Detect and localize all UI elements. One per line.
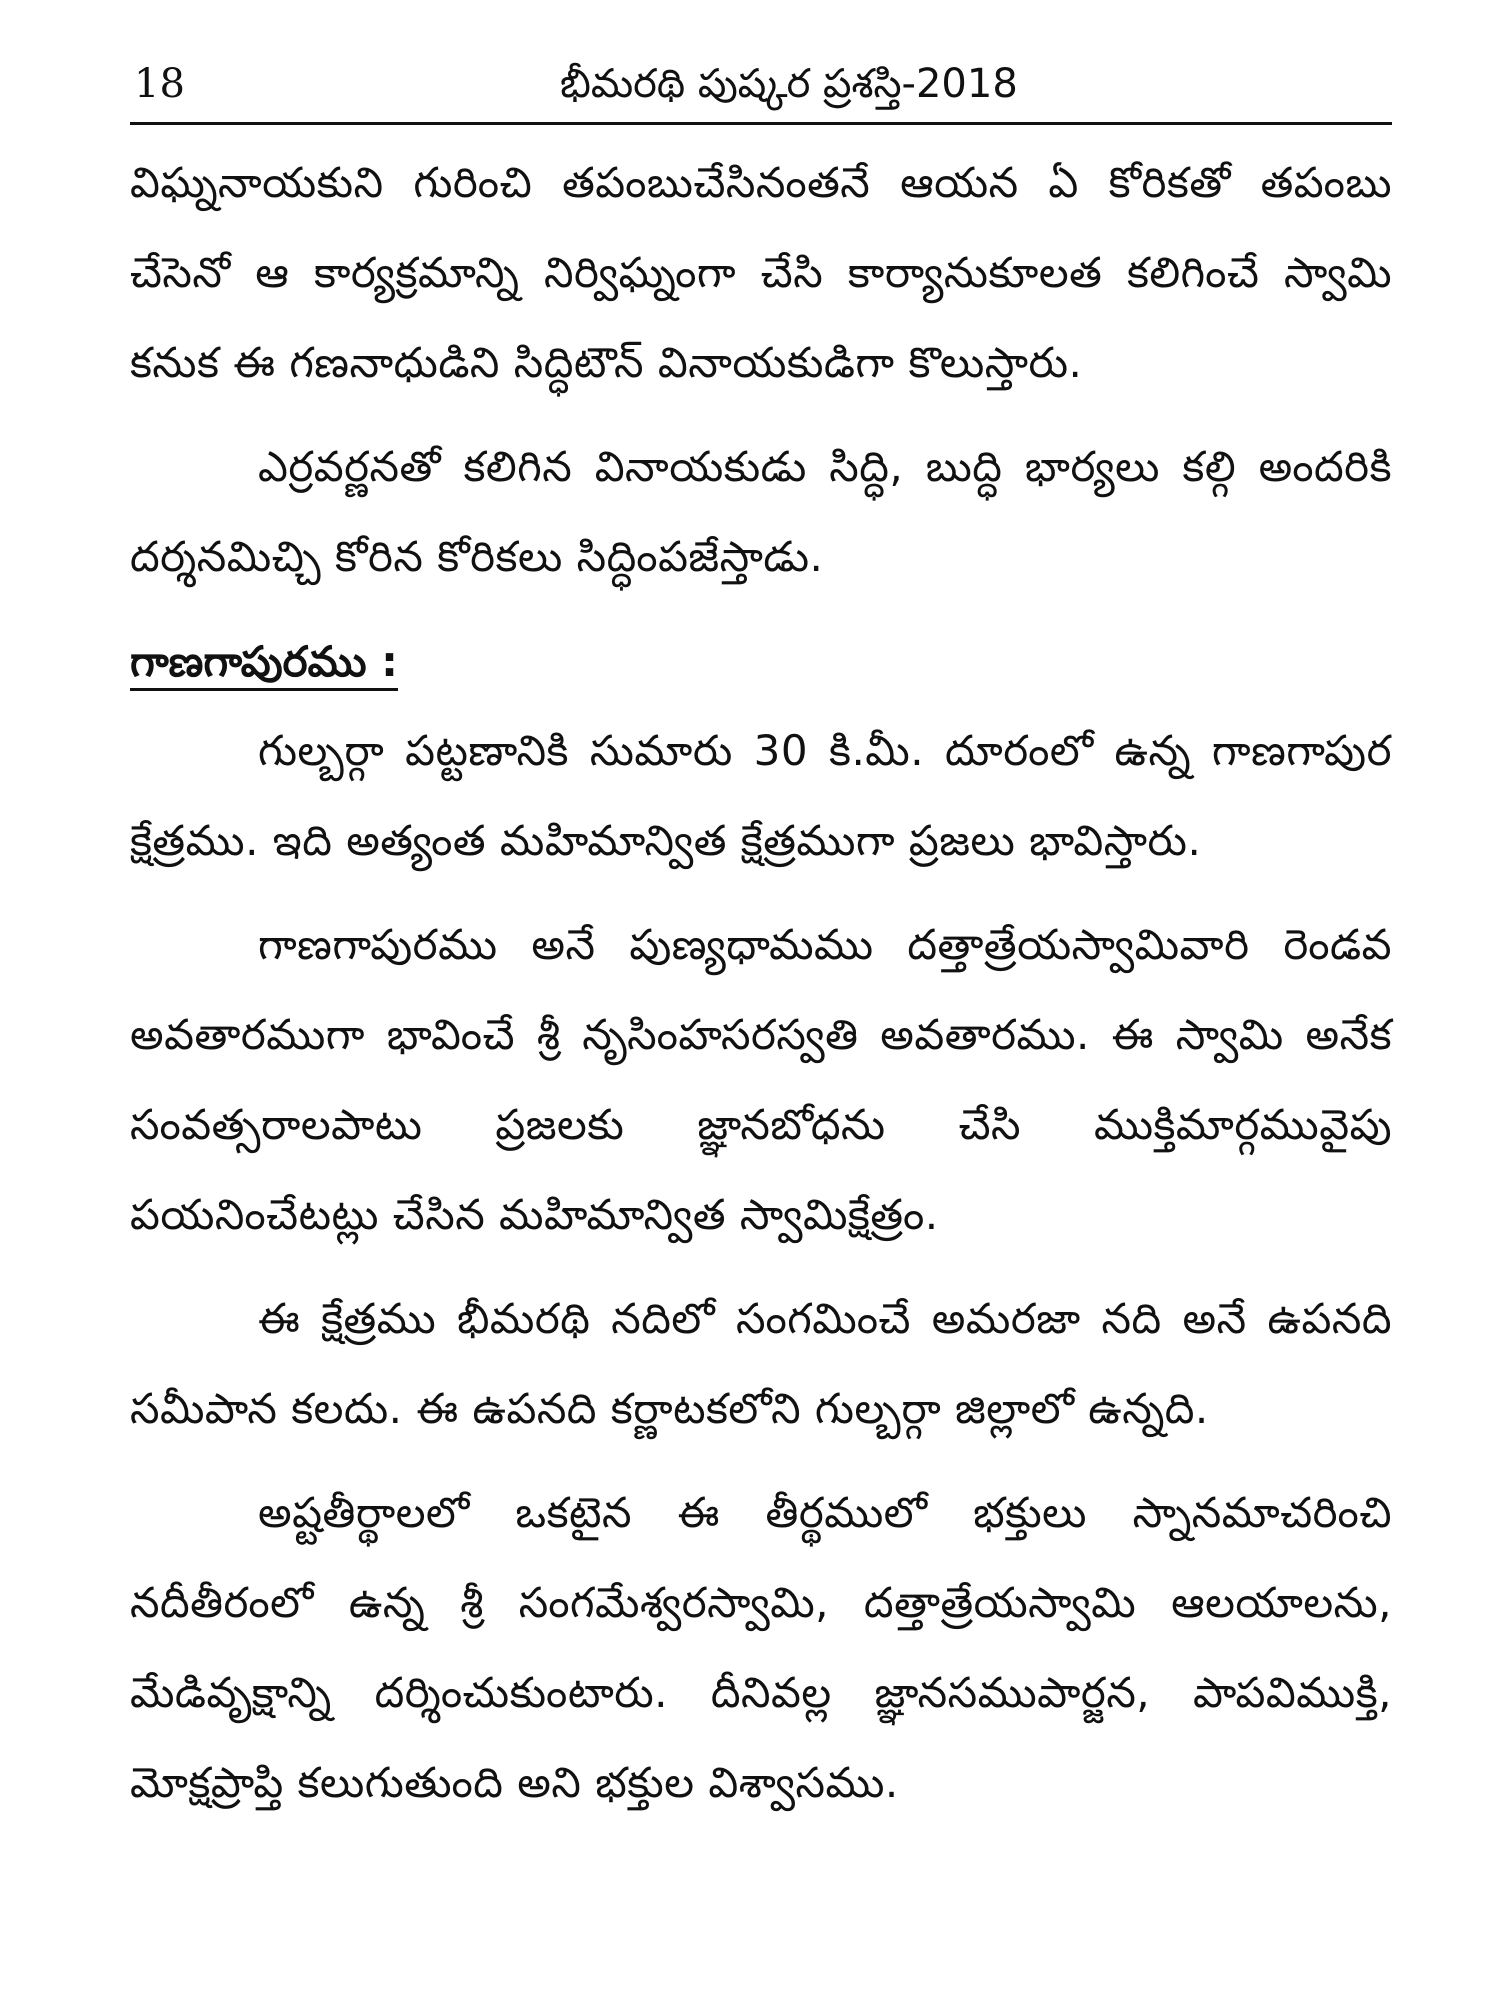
section-heading-text: గాణగాపురము : <box>130 637 398 691</box>
paragraph-1: విఘ్ననాయకుని గురించి తపంబుచేసినంతనే ఆయన ఏ కోరికతో తపంబు చేసెనో ఆ కార్యక్రమాన్ని నిర్విఘ్నంగా చేసి కార్యానుకూలత కలిగించే స్వామి కనుక ఈ గణనాధుడిని సిద్ధిటౌన్ వినాయకుడిగా కొలుస్తారు. <box>130 158 1392 387</box>
running-title: భీమరథి పుష్కర ప్రశస్తి-2018 <box>560 61 1018 107</box>
paragraph-2: ఎర్రవర్ణనతో కలిగిన వినాయకుడు సిద్ధి, బుద్ధి భార్యలు కల్గి అందరికి దర్శనమిచ్చి కోరిన కోరికలు సిద్ధింపజేస్తాడు. <box>130 442 1392 581</box>
paragraph-gap <box>130 1260 1392 1274</box>
paragraph-4: గాణగాపురము అనే పుణ్యధామము దత్తాత్రేయస్వామివారి రెండవ అవతారముగా భావించే శ్రీ నృసింహసరస్వతి అవతారము. ఈ స్వామి అనేక సంవత్సరాలపాటు ప్రజలకు జ్ఞానబోధను చేసి ముక్తిమార్గమువైపు పయనించేటట్లు చేసిన మహిమాన్విత స్వామిక్షేత్రం. <box>130 920 1392 1239</box>
paragraph-gap <box>130 602 1392 616</box>
page-header <box>130 48 1390 118</box>
paragraph-gap <box>130 408 1392 422</box>
page-number: 18 <box>134 61 185 107</box>
header-rule <box>130 122 1392 125</box>
paragraph-gap <box>130 886 1392 900</box>
paragraph-6: అష్టతీర్థాలలో ఒకటైన ఈ తీర్థములో భక్తులు స్నానమాచరించి నదీతీరంలో ఉన్న శ్రీ సంగమేశ్వరస్వామి, దత్తాత్రేయస్వామి ఆలయాలను, మేడివృక్షాన్ని దర్శించుకుంటారు. దీనివల్ల జ్ఞానసముపార్జన, పాపవిముక్తి, మోక్షప్రాప్తి కలుగుతుంది అని భక్తుల విశ్వాసము. <box>130 1488 1392 1807</box>
section-heading <box>130 622 1392 702</box>
paragraph-3: గుల్బర్గా పట్టణానికి సుమారు 30 కి.మీ. దూరంలో ఉన్న గాణగాపుర క్షేత్రము. ఇది అత్యంత మహిమాన్విత క్షేత్రముగా ప్రజలు భావిస్తారు. <box>130 726 1392 865</box>
paragraph-gap <box>130 1454 1392 1468</box>
paragraph-5: ఈ క్షేత్రము భీమరథి నదిలో సంగమించే అమరజా నది అనే ఉపనది సమీపాన కలదు. ఈ ఉపనది కర్ణాటకలోని గుల్బర్గా జిల్లాలో ఉన్నది. <box>130 1294 1392 1433</box>
page-body <box>130 138 1392 1828</box>
